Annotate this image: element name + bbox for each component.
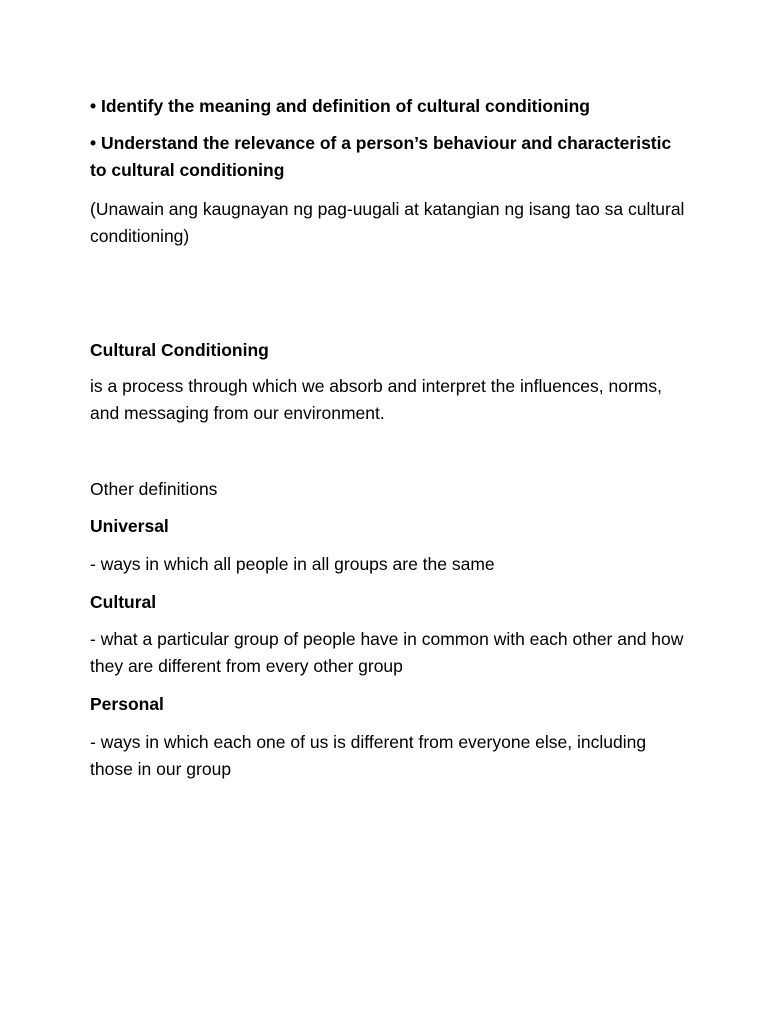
definition-heading: Cultural Conditioning [90, 340, 269, 360]
objective-translation: (Unawain ang kaugnayan ng pag-uugali at katangian ng isang tao sa cultural conditioning) [90, 199, 685, 246]
objective-item-1: • Identify the meaning and definition of cultural conditioning [90, 96, 590, 116]
description-universal: - ways in which all people in all groups are the same [90, 554, 495, 574]
objective-item-2: • Understand the relevance of a person’s behaviour and characteristic to cultural conditioning [90, 133, 672, 180]
definition-text: is a process through which we absorb and interpret the influences, norms, and messaging from our environment. [90, 376, 662, 423]
description-personal: - ways in which each one of us is different from everyone else, including those in our group [90, 732, 647, 779]
term-cultural: Cultural [90, 592, 157, 612]
term-personal: Personal [90, 694, 164, 714]
other-definitions-label: Other definitions [90, 479, 218, 499]
term-universal: Universal [90, 516, 169, 536]
description-cultural: - what a particular group of people have in common with each other and how they are different from every other group [90, 629, 684, 676]
